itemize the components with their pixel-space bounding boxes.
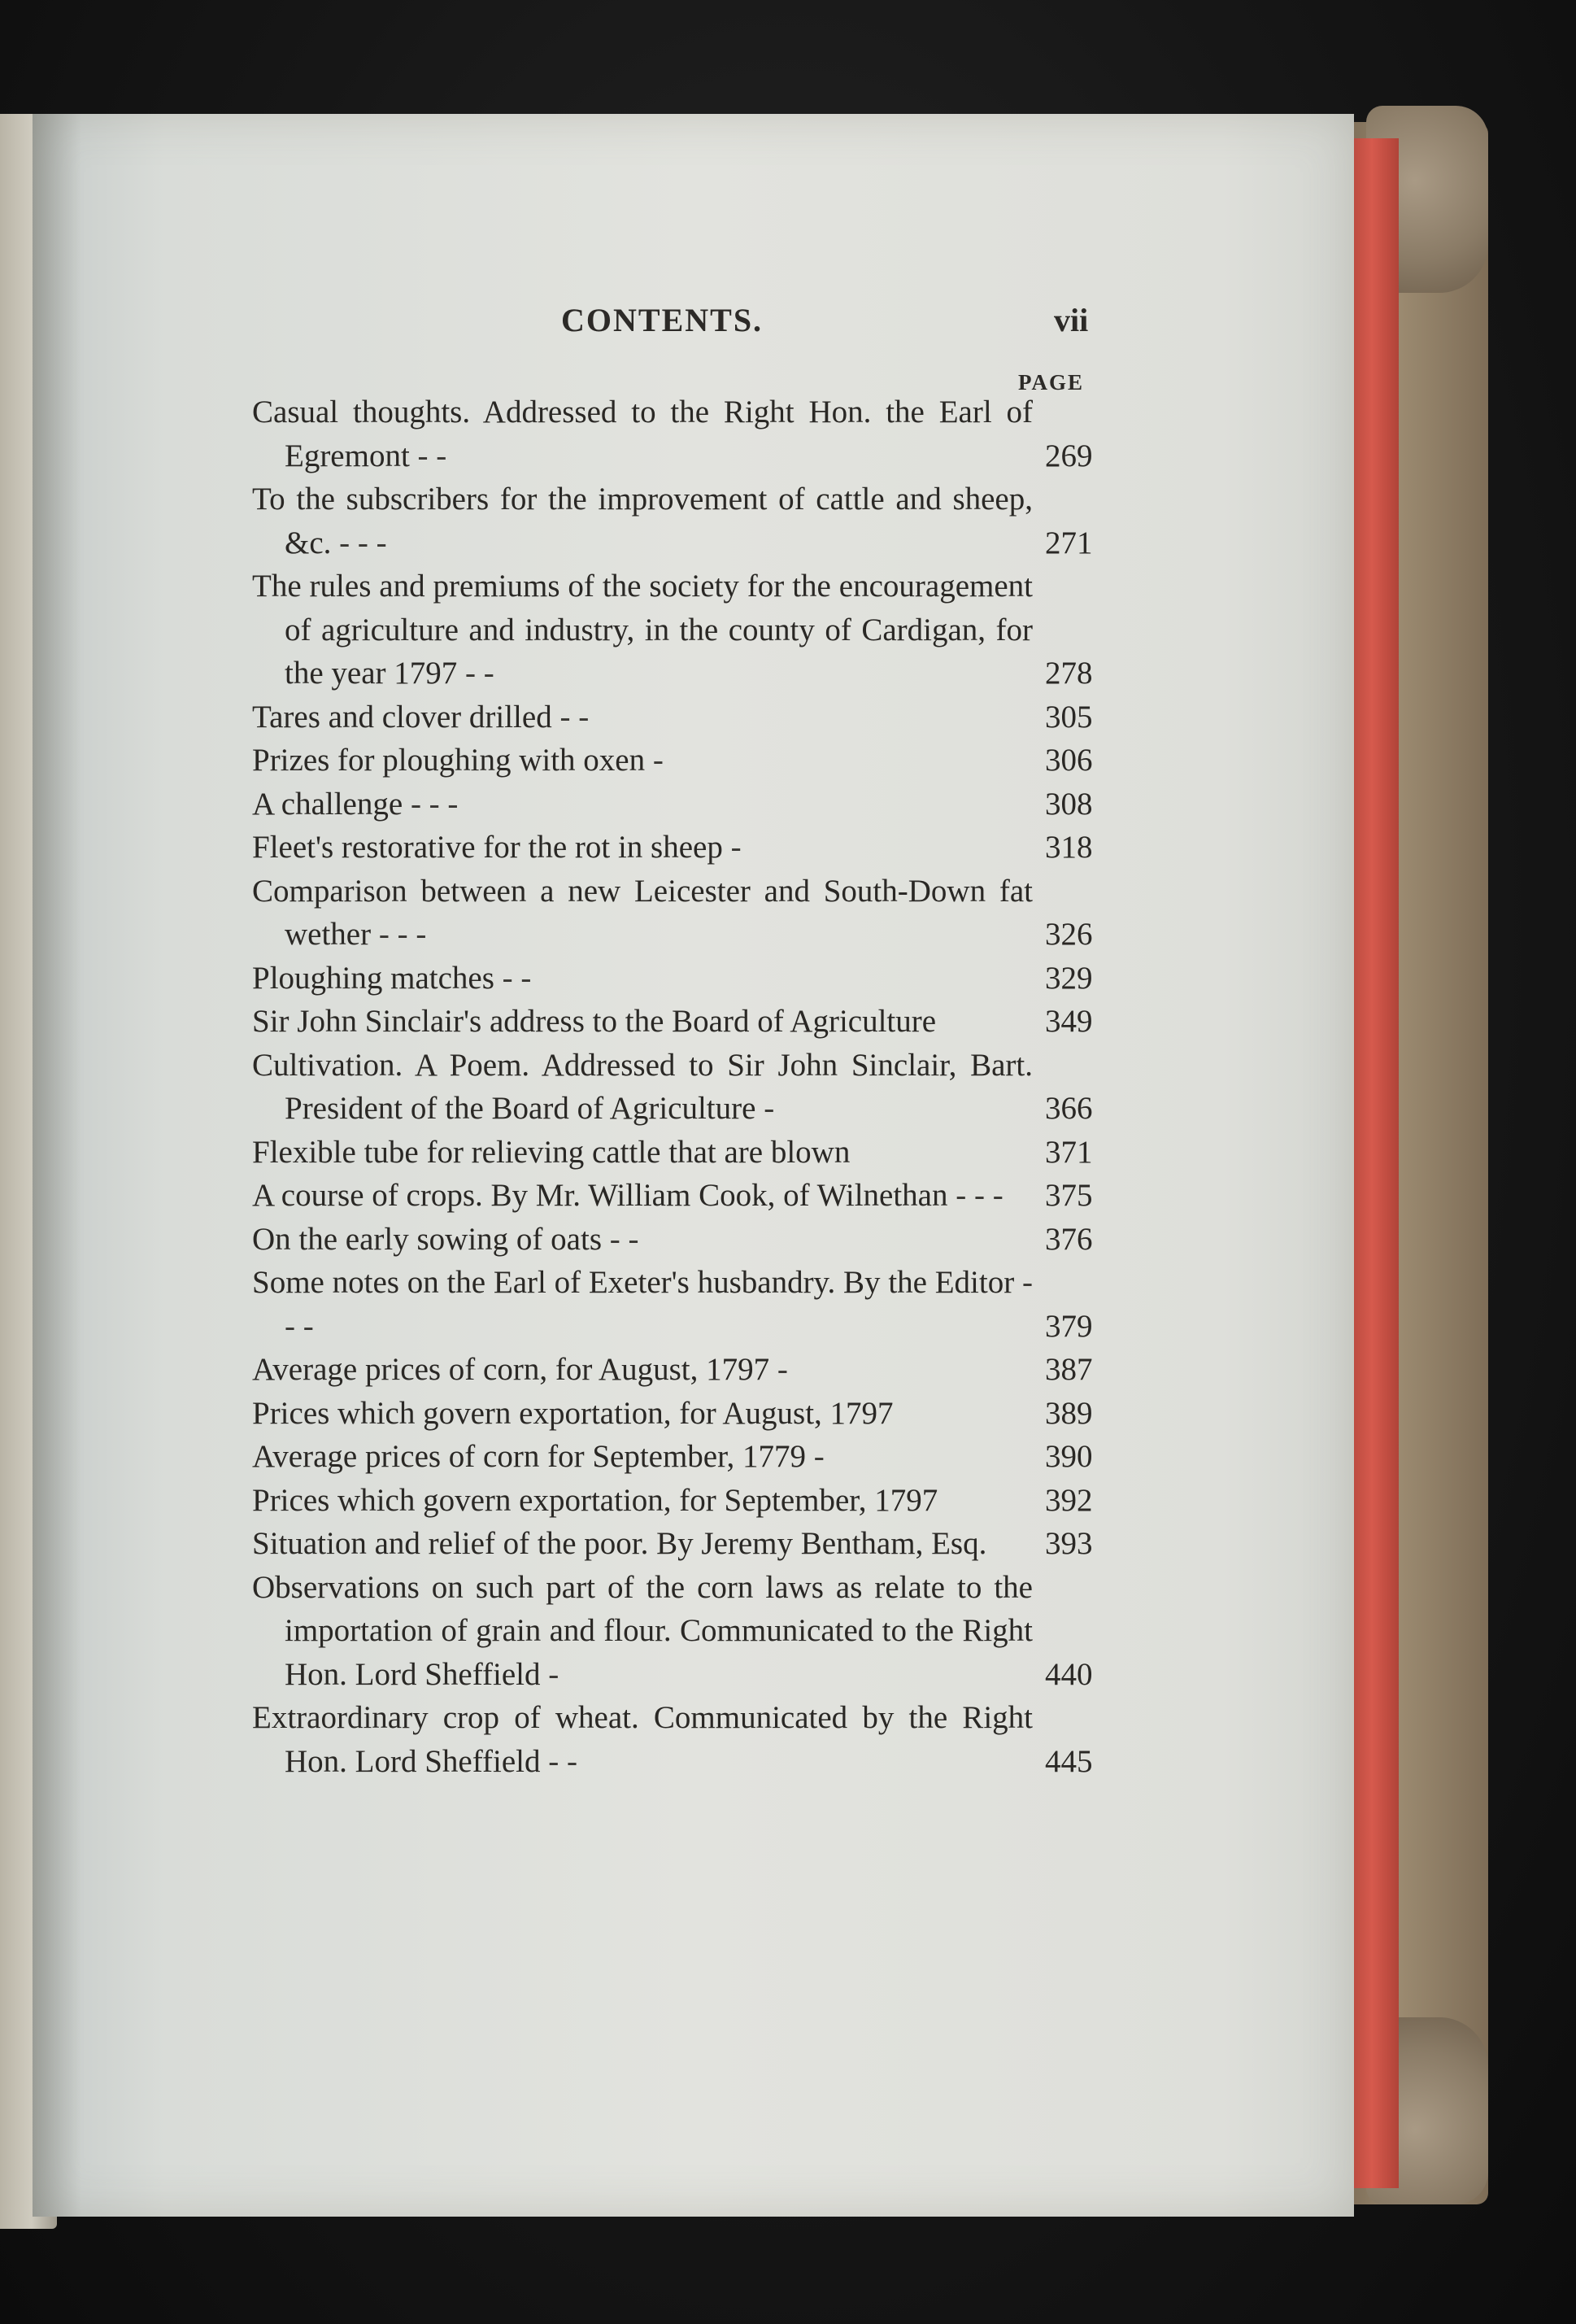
contents-entry: [252, 1131, 1093, 1175]
entry-page-number: 440: [1045, 1656, 1093, 1692]
entry-page-number: 445: [1045, 1743, 1093, 1779]
contents-entry: [252, 957, 1093, 1001]
entry-page-number: 366: [1045, 1091, 1093, 1126]
page-gutter-shadow: [33, 114, 81, 2217]
entry-page-number: 306: [1045, 743, 1093, 778]
contents-entry: [252, 390, 1093, 477]
red-page-edge: [1350, 138, 1399, 2188]
contents-entry: [252, 1348, 1093, 1392]
contents-entry: [252, 826, 1093, 870]
contents-entry: [252, 1392, 1093, 1436]
contents-entry: [252, 1435, 1093, 1479]
entry-page-number: 376: [1045, 1221, 1093, 1257]
contents-entry: [252, 1044, 1093, 1131]
entry-title: Casual thoughts. Addressed to the Right Hon. the Earl of Egremont - -: [252, 395, 1033, 473]
entry-page-number: 308: [1045, 786, 1093, 822]
entry-title: Cultivation. A Poem. Addressed to Sir John Sinclair, Bart. President of the Board of Agriculture -: [252, 1047, 1033, 1126]
entry-title: Average prices of corn for September, 1779 -: [252, 1439, 825, 1474]
entry-title: A challenge - - -: [252, 786, 459, 822]
entry-page-number: 278: [1045, 656, 1093, 691]
entry-page-number: 392: [1045, 1482, 1093, 1518]
entry-page-number: 371: [1045, 1134, 1093, 1170]
contents-entry: [252, 477, 1093, 565]
entry-title: Extraordinary crop of wheat. Communicated by the Right Hon. Lord Sheffield - -: [252, 1700, 1033, 1779]
entry-title: Prices which govern exportation, for August, 1797: [252, 1395, 894, 1431]
entry-page-number: 305: [1045, 699, 1093, 735]
entry-title: Prices which govern exportation, for September, 1797: [252, 1482, 938, 1518]
entry-title: Comparison between a new Leicester and South-Down fat wether - - -: [252, 873, 1033, 952]
contents-entry: [252, 695, 1093, 739]
entry-page-number: 318: [1045, 830, 1093, 865]
contents-entry: [252, 1696, 1093, 1783]
contents-entry: [252, 1522, 1093, 1566]
entry-page-number: 389: [1045, 1395, 1093, 1431]
contents-list: [252, 390, 1098, 1783]
entry-title: Average prices of corn, for August, 1797 -: [252, 1352, 788, 1387]
entry-page-number: 375: [1045, 1178, 1093, 1213]
contents-entry: [252, 783, 1093, 826]
entry-page-number: 379: [1045, 1308, 1093, 1344]
entry-page-number: 390: [1045, 1439, 1093, 1474]
page-folio: vii: [1054, 302, 1089, 338]
entry-page-number: 269: [1045, 438, 1093, 473]
entry-title: The rules and premiums of the society for the encouragement of agriculture and industry, in the county of Cardigan, for the year 1797 - -: [252, 569, 1033, 691]
entry-page-number: 393: [1045, 1526, 1093, 1561]
entry-title: To the subscribers for the improvement of cattle and sheep, &c. - - -: [252, 482, 1033, 560]
contents-entry: [252, 1566, 1093, 1697]
entry-page-number: 326: [1045, 917, 1093, 952]
entry-page-number: 329: [1045, 960, 1093, 996]
contents-entry: [252, 1479, 1093, 1523]
page-column-label: PAGE: [1018, 370, 1084, 395]
contents-entry: [252, 1174, 1093, 1218]
entry-title: Prizes for ploughing with oxen -: [252, 743, 664, 778]
contents-entry: [252, 1000, 1093, 1044]
contents-entry: [252, 565, 1093, 695]
entry-title: On the early sowing of oats - -: [252, 1221, 639, 1257]
entry-title: Sir John Sinclair's address to the Board of Agriculture: [252, 1004, 937, 1039]
entry-title: Fleet's restorative for the rot in sheep -: [252, 830, 742, 865]
entry-title: Some notes on the Earl of Exeter's husbandry. By the Editor - - -: [252, 1265, 1033, 1344]
entry-title: A course of crops. By Mr. William Cook, of Wilnethan - - -: [252, 1178, 1004, 1213]
contents-entry: [252, 1261, 1093, 1348]
entry-page-number: 271: [1045, 525, 1093, 560]
contents-entry: [252, 1218, 1093, 1262]
contents-entry: [252, 870, 1093, 957]
entry-page-number: 387: [1045, 1352, 1093, 1387]
entry-title: Observations on such part of the corn laws as relate to the importation of grain and flour. Communicated to the Right Hon. Lord Sheffield -: [252, 1569, 1033, 1692]
entry-title: Situation and relief of the poor. By Jeremy Bentham, Esq.: [252, 1526, 987, 1561]
entry-page-number: 349: [1045, 1004, 1093, 1039]
entry-title: Ploughing matches - -: [252, 960, 532, 996]
entry-title: Flexible tube for relieving cattle that are blown: [252, 1134, 851, 1170]
contents-entry: [252, 739, 1093, 783]
running-head: CONTENTS.: [561, 302, 764, 338]
entry-title: Tares and clover drilled - -: [252, 699, 590, 735]
